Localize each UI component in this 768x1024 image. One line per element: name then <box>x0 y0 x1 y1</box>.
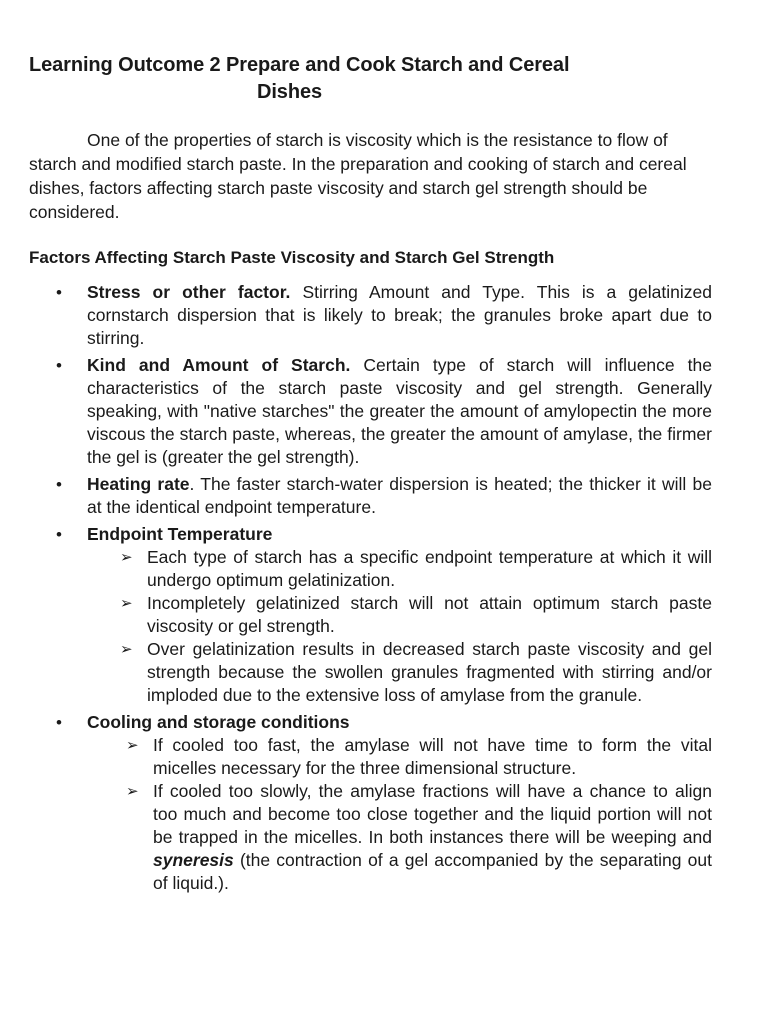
factor-item-endpoint-temperature <box>29 523 712 707</box>
factor-item-heating-rate <box>29 473 712 519</box>
syneresis-term: syneresis <box>153 850 234 870</box>
sub-item-tail: (the contraction of a gel accompanied by the separating out of liquid.). <box>153 850 712 893</box>
factor-lead: Stress or other factor. <box>87 282 291 302</box>
arrow-bullet-icon: ➢ <box>120 595 133 612</box>
sub-item <box>87 546 712 592</box>
factor-item-kind-amount <box>29 354 712 469</box>
title-line-1: Learning Outcome 2 Prepare and Cook Starch and Cereal <box>29 54 570 76</box>
endpoint-sublist <box>87 546 712 707</box>
sub-item-text: If cooled too slowly, the amylase fractions will have a chance to align too much and become too close together and the liquid portion will not be trapped in the micelles. In both instances there will be weeping and <box>153 781 712 847</box>
factor-text: Stirring Amount and Type. This is a gelatinized cornstarch dispersion that is likely to break; the granules broke apart due to stirring. <box>87 282 712 348</box>
section-heading: Factors Affecting Starch Paste Viscosity and Starch Gel Strength <box>29 248 555 267</box>
factor-lead: Endpoint Temperature <box>87 524 273 544</box>
sub-item-text: If cooled too fast, the amylase will not have time to form the vital micelles necessary for the three dimensional structure. <box>153 735 712 778</box>
arrow-bullet-icon: ➢ <box>120 549 133 566</box>
sub-item-text: Each type of starch has a specific endpoint temperature at which it will undergo optimum gelatinization. <box>147 547 712 590</box>
bullet-icon: • <box>56 713 62 732</box>
intro-paragraph: One of the properties of starch is viscosity which is the resistance to flow of starch and modified starch paste. In the preparation and cooking of starch and cereal dishes, factors affecting starch paste viscosity and starch gel strength should be considered. <box>29 130 687 222</box>
sub-item <box>87 638 712 707</box>
title-line-2: Dishes <box>257 81 322 103</box>
factor-lead: Kind and Amount of Starch. <box>87 355 351 375</box>
arrow-bullet-icon: ➢ <box>120 641 133 658</box>
factor-text: Certain type of starch will influence the characteristics of the starch paste viscosity and gel strength. Generally speaking, with "native starches" the greater the amount of amylopectin the more viscous the starch paste, whereas, the greater the amount of amylase, the firmer the gel is (greater the gel strength). <box>87 355 712 467</box>
arrow-bullet-icon: ➢ <box>126 783 139 800</box>
factor-lead: Cooling and storage conditions <box>87 712 350 732</box>
page-title <box>29 52 712 106</box>
factors-list <box>29 281 712 895</box>
sub-item <box>87 734 712 780</box>
cooling-sublist <box>87 734 712 895</box>
factor-text: . The faster starch-water dispersion is heated; the thicker it will be at the identical endpoint temperature. <box>87 474 713 517</box>
bullet-icon: • <box>56 475 62 494</box>
bullet-icon: • <box>56 525 62 544</box>
sub-item <box>87 592 712 638</box>
sub-item-text: Incompletely gelatinized starch will not attain optimum starch paste viscosity or gel strength. <box>147 593 712 636</box>
sub-item <box>87 780 712 895</box>
factor-lead: Heating rate <box>87 474 190 494</box>
factor-item-cooling-storage <box>29 711 712 895</box>
factor-item-stress <box>29 281 712 350</box>
arrow-bullet-icon: ➢ <box>126 737 139 754</box>
bullet-icon: • <box>56 356 62 375</box>
bullet-icon: • <box>56 283 62 302</box>
sub-item-text: Over gelatinization results in decreased starch paste viscosity and gel strength because the swollen granules fragmented with stirring and/or imploded due to the extensive loss of amylase from the granule. <box>147 639 712 705</box>
